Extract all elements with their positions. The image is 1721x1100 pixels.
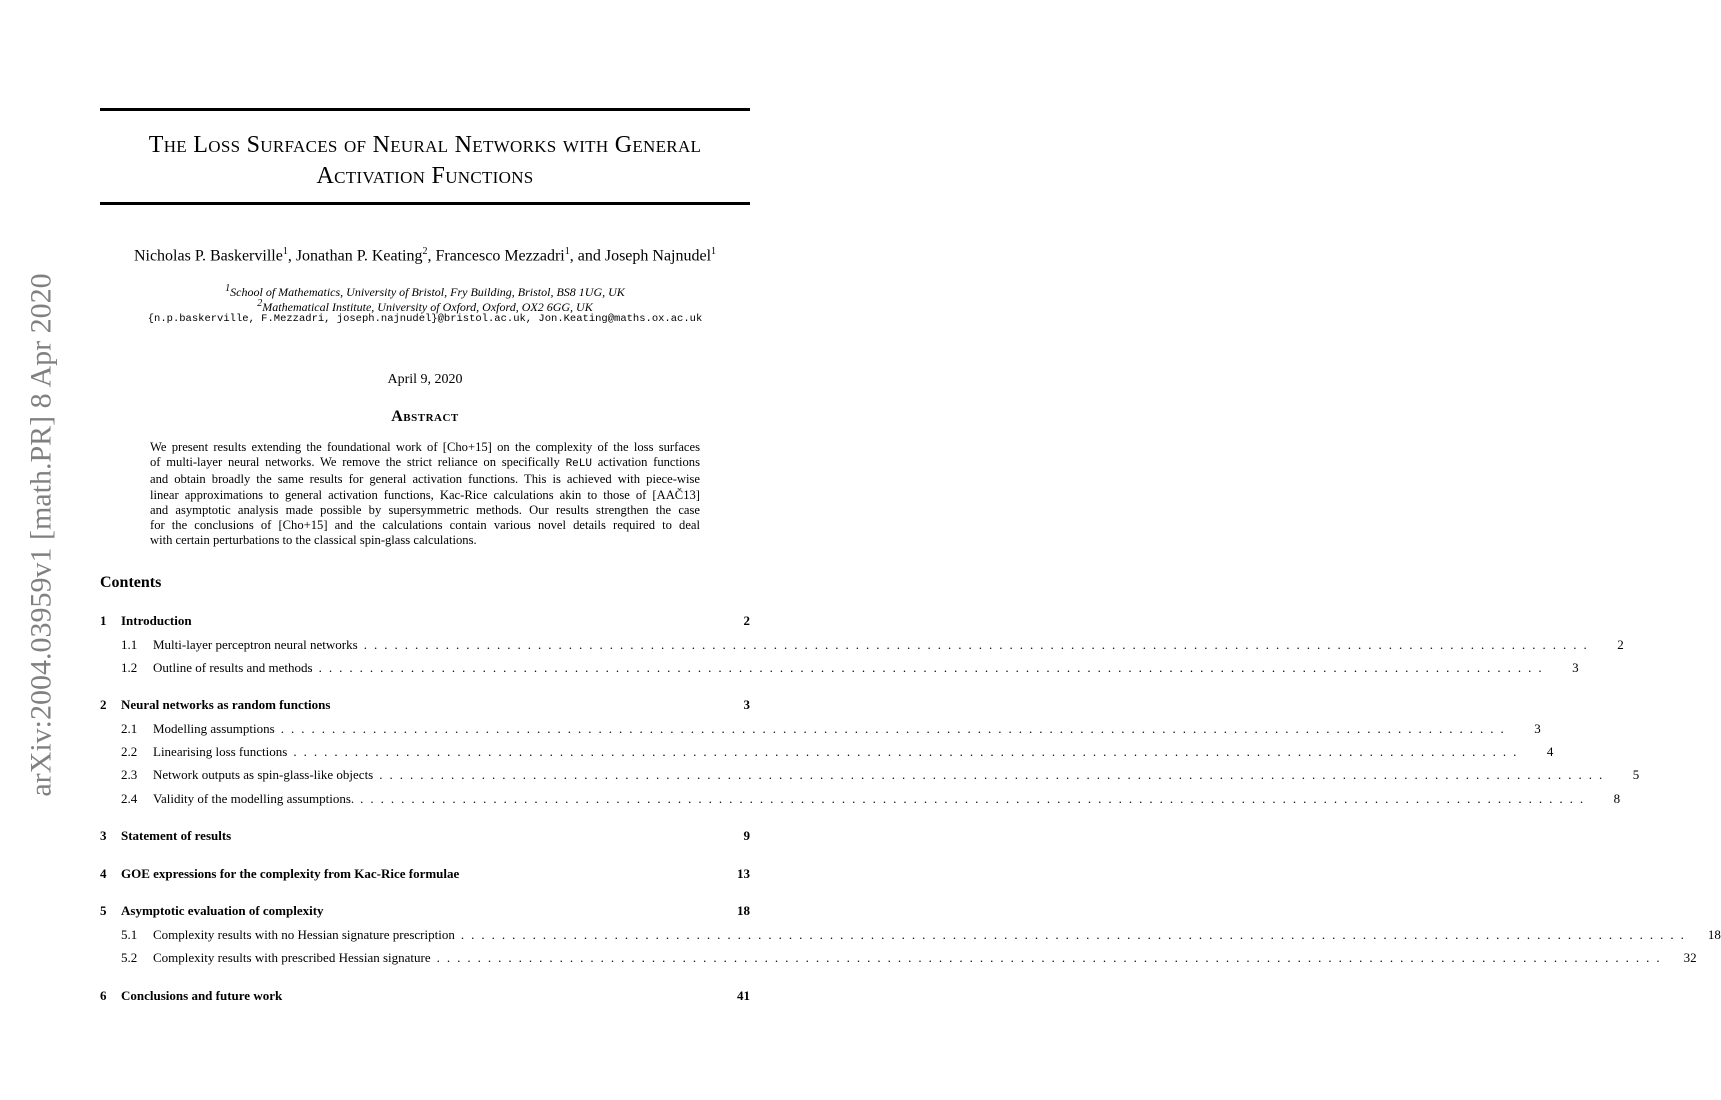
toc-dot-leader: ........................................................................................................................ xyxy=(360,791,1591,806)
toc-entry-title[interactable]: Validity of the modelling assumptions. xyxy=(153,791,355,806)
abstract-line: and asymptotic analysis made possible by supersymmetric methods. Our results strengthen the case xyxy=(150,502,700,517)
toc-entry-title[interactable]: Asymptotic evaluation of complexity xyxy=(121,903,324,918)
toc-dot-leader: ........................................................................................................................ xyxy=(280,721,1511,736)
abstract-line: We present results extending the foundational work of [Cho+15] on the complexity of the loss surfaces xyxy=(150,440,700,454)
paper-title-line-1: The Loss Surfaces of Neural Networks with General xyxy=(148,132,702,158)
abstract-line-head: of multi-layer neural networks. We remove the strict reliance on specifically xyxy=(150,455,566,470)
toc-entry-number: 1 xyxy=(100,613,107,628)
title-rule-top xyxy=(100,108,750,111)
author-separator: , xyxy=(427,247,436,265)
contents-heading: Contents xyxy=(100,574,162,591)
toc-entry-page[interactable]: 8 xyxy=(1613,791,1621,806)
toc-subsection-entry[interactable] xyxy=(100,767,1640,785)
toc-entry-page[interactable]: 32 xyxy=(1683,950,1697,965)
author-name: Joseph Najnudel xyxy=(604,247,712,265)
toc-entry-number: 2.3 xyxy=(121,767,138,782)
toc-entry-page[interactable]: 5 xyxy=(1632,767,1640,782)
toc-entry-number: 1.1 xyxy=(121,637,138,652)
arxiv-watermark-text: arXiv:2004.03959v1 [math.PR] 8 Apr 2020 xyxy=(25,273,58,797)
author-affiliation-mark: 1 xyxy=(282,246,288,257)
paper-title-line-2: Activation Functions xyxy=(316,163,534,189)
abstract-line xyxy=(150,455,700,472)
toc-dot-leader: ........................................................................................................................ xyxy=(293,744,1524,759)
toc-entry-number: 1.2 xyxy=(121,660,138,675)
toc-entry-page[interactable]: 41 xyxy=(737,988,750,1003)
toc-entry-title[interactable]: Complexity results with prescribed Hessian signature xyxy=(153,950,431,965)
toc-entry-page[interactable]: 2 xyxy=(743,613,750,628)
toc-entry-number: 3 xyxy=(100,828,107,843)
toc-entry-number: 2.4 xyxy=(121,791,138,806)
toc-entry-page[interactable]: 4 xyxy=(1546,744,1554,759)
toc-section-entry[interactable] xyxy=(100,903,750,921)
toc-entry-number: 2 xyxy=(100,697,107,712)
author-list xyxy=(100,246,750,265)
toc-entry-title[interactable]: Modelling assumptions xyxy=(153,721,275,736)
paper-title xyxy=(100,130,750,192)
author-affiliation-mark: 1 xyxy=(711,246,717,257)
toc-subsection-entry[interactable] xyxy=(100,721,1541,739)
abstract-line: linear approximations to general activation functions, Kac-Rice calculations akin to those of [AAČ13] xyxy=(150,487,700,502)
toc-entry-number: 2.2 xyxy=(121,744,138,759)
toc-entry-title[interactable]: Complexity results with no Hessian signature prescription xyxy=(153,927,455,942)
toc-dot-leader: ........................................................................................................................ xyxy=(363,637,1594,652)
toc-entry-page[interactable]: 3 xyxy=(1572,660,1579,675)
abstract-line: for the conclusions of [Cho+15] and the calculations contain various novel details required to deal xyxy=(150,518,700,533)
abstract-line-tail: activation functions xyxy=(591,455,700,470)
toc-entry-title[interactable]: Introduction xyxy=(121,613,192,628)
arxiv-watermark xyxy=(17,273,67,797)
paper-date: April 9, 2020 xyxy=(387,372,463,387)
toc-entry-title[interactable]: Outline of results and methods xyxy=(153,660,313,675)
toc-entry-page[interactable]: 3 xyxy=(743,697,750,712)
toc-subsection-entry[interactable] xyxy=(100,950,1697,968)
author-name: Nicholas P. Baskerville xyxy=(133,247,283,265)
toc-section-entry[interactable] xyxy=(100,697,750,715)
toc-subsection-entry[interactable] xyxy=(100,660,1579,678)
affiliation-mark: 2 xyxy=(257,298,263,309)
author-name: Francesco Mezzadri xyxy=(435,247,565,265)
relu-term: ReLU xyxy=(565,458,592,471)
toc-section-entry[interactable] xyxy=(100,828,750,846)
toc-entry-page[interactable]: 2 xyxy=(1617,637,1624,652)
toc-dot-leader: ........................................................................................................................ xyxy=(460,927,1691,942)
toc-entry-title[interactable]: Network outputs as spin-glass-like objects xyxy=(153,767,374,782)
abstract-line: and obtain broadly the same results for general activation functions. This is achieved with piece-wise xyxy=(150,472,700,487)
author-separator: , and xyxy=(569,247,605,265)
toc-entry-title[interactable]: Conclusions and future work xyxy=(121,988,283,1003)
toc-entry-number: 5 xyxy=(100,903,107,918)
toc-entry-number: 6 xyxy=(100,988,107,1003)
title-rule-bottom xyxy=(100,202,750,205)
author-affiliation-mark: 2 xyxy=(422,246,428,257)
toc-dot-leader: ........................................................................................................................ xyxy=(379,767,1610,782)
toc-entry-page[interactable]: 9 xyxy=(743,828,750,843)
toc-entry-number: 2.1 xyxy=(121,721,138,736)
affiliation-text: Mathematical Institute, University of Oxford, Oxford, OX2 6GG, UK xyxy=(262,300,593,314)
toc-subsection-entry[interactable] xyxy=(100,791,1621,809)
toc-section-entry[interactable] xyxy=(100,988,750,1006)
toc-entry-title[interactable]: GOE expressions for the complexity from Kac-Rice formulae xyxy=(121,866,460,881)
abstract-line: with certain perturbations to the classical spin-glass calculations. xyxy=(150,533,477,548)
toc-dot-leader: ........................................................................................................................ xyxy=(318,660,1549,675)
affiliation-mark: 1 xyxy=(225,283,231,294)
author-separator: , xyxy=(287,247,296,265)
toc-subsection-entry[interactable] xyxy=(100,744,1554,762)
toc-entry-title[interactable]: Statement of results xyxy=(121,828,232,843)
toc-entry-number: 5.1 xyxy=(121,927,138,942)
toc-entry-title[interactable]: Multi-layer perceptron neural networks xyxy=(153,637,358,652)
toc-subsection-entry[interactable] xyxy=(100,927,1721,945)
toc-dot-leader: ........................................................................................................................ xyxy=(436,950,1667,965)
toc-section-entry[interactable] xyxy=(100,613,750,631)
toc-entry-page[interactable]: 3 xyxy=(1534,721,1541,736)
toc-entry-title[interactable]: Neural networks as random functions xyxy=(121,697,331,712)
affiliation-text: School of Mathematics, University of Bristol, Fry Building, Bristol, BS8 1UG, UK xyxy=(230,285,625,299)
author-name: Jonathan P. Keating xyxy=(295,247,423,265)
toc-entry-number: 4 xyxy=(100,866,107,881)
author-affiliation-mark: 1 xyxy=(564,246,570,257)
toc-entry-title[interactable]: Linearising loss functions xyxy=(153,744,288,759)
toc-entry-page[interactable]: 13 xyxy=(737,866,750,881)
toc-section-entry[interactable] xyxy=(100,866,750,884)
toc-entry-page[interactable]: 18 xyxy=(737,903,750,918)
abstract-body xyxy=(150,440,700,548)
abstract-heading: Abstract xyxy=(391,408,459,425)
toc-entry-number: 5.2 xyxy=(121,950,138,965)
toc-entry-page[interactable]: 18 xyxy=(1707,927,1721,942)
author-emails: {n.p.baskerville, F.Mezzadri, joseph.najnudel}@bristol.ac.uk, Jon.Keating@maths.ox.ac.uk xyxy=(147,313,703,325)
toc-subsection-entry[interactable] xyxy=(100,637,1624,655)
